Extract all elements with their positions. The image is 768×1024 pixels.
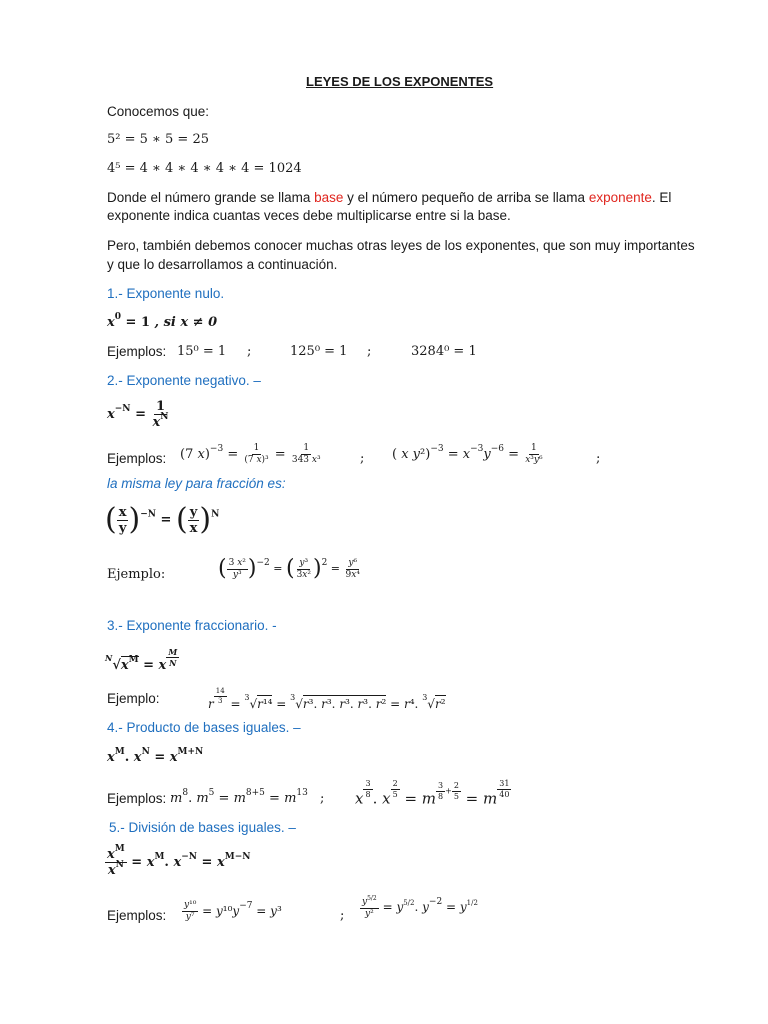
intro-paragraph-1: [107, 189, 671, 207]
separator: ;: [596, 451, 601, 466]
text-span: Donde el número grande se llama: [107, 190, 315, 205]
example-product-1: $m^8$. $m^5 = m^{8+5} = m^{13}$: [170, 788, 308, 806]
intro-line: Conocemos que:: [107, 104, 210, 119]
text-span: . El: [651, 190, 672, 205]
example-product-2: x $\frac{3}{8}$ . x $\frac{2}{5}$ = m $\frac{3}{8}$ + $\frac{2}{5}$ = m $\frac{31}{40}$: [355, 779, 510, 808]
example-negative-2: ( x $y^2)^{-3} = x^{-3}y^{-6}$ = $\frac{1}{\text{x³y⁶}}$: [392, 443, 543, 465]
fraction-law-note: la misma ley para fracción es:: [107, 476, 286, 491]
page-title: LEYES DE LOS EXPONENTES: [306, 74, 494, 89]
rule-condition: , si x ≠ 0: [154, 315, 218, 330]
section-5-examples-label: Ejemplos:: [107, 908, 167, 923]
example-division-1: $\frac{\text{y¹⁰}}{\text{y⁷}}$ = $y^{10}y^{-7} = y^3$: [184, 900, 282, 922]
exponent-term: exponente: [588, 190, 652, 205]
example-15: 15⁰ = 1: [177, 344, 227, 359]
section-1-examples-label: Ejemplos:: [107, 344, 167, 359]
example-125: 125⁰ = 1: [290, 344, 348, 359]
rule-negative-exponent: $x^{-N}$ = $\frac{1}{x^N}$: [107, 399, 169, 430]
section-2-heading: 2.- Exponente negativo. –: [107, 373, 261, 388]
example-negative-1: (7 x)$^{-3}$ = $\frac{1}{\text{(7 x)³}}$ = $\frac{1}{\text{343 x³}}$: [180, 443, 321, 465]
example-negative-fraction: ( $\frac{\text{3 x²}}{\text{y³}}$ )$^{-2}$ = ( $\frac{\text{y³}}{\text{3x²}}$ )$^2$ = $\frac{\text{y⁶}}{\text{9x⁴}}$: [218, 556, 360, 581]
section-3-example-label: Ejemplo:: [107, 691, 160, 706]
section-4-heading: 4.- Producto de bases iguales. –: [107, 720, 301, 735]
section-2-example-label: Ejemplo:: [107, 567, 166, 582]
intro-paragraph-2: Pero, también debemos conocer muchas otras leyes de los exponentes, que son muy importantes: [107, 238, 695, 253]
separator: ;: [247, 344, 252, 359]
text-span: y el número pequeño de arriba se llama: [343, 190, 589, 205]
rule-negative-fraction: ( $\frac{x}{y}$ )$^{-N}$ = ( $\frac{y}{x}$ )$^N$: [105, 502, 220, 537]
separator: ;: [367, 344, 372, 359]
rule-division-same-base: $\frac{x^M}{x^N}$ = $x^M$. $x^{-N} = x^{M-N}$: [107, 844, 251, 878]
rule-product-same-base: $x^M$. $x^N = x^{M+N}$: [107, 747, 204, 765]
separator: ;: [360, 451, 365, 466]
separator: ;: [320, 791, 325, 806]
example-division-2: $\frac{y^{5/2}}{\text{y²}}$ = $y^{5/2}$. $y^{-2} = y^{1/2}$: [362, 895, 478, 919]
base-term: base: [314, 190, 344, 205]
intro-example-2: 4⁵ = 4 ∗ 4 ∗ 4 ∗ 4 ∗ 4 = 1024: [107, 161, 302, 176]
section-1-heading: 1.- Exponente nulo.: [107, 286, 225, 301]
intro-example-1: 5² = 5 ∗ 5 = 25: [107, 132, 209, 147]
separator: ;: [340, 908, 345, 923]
example-3284: 3284⁰ = 1: [411, 344, 477, 359]
intro-paragraph-1-line2: exponente indica cuantas veces debe multiplicarse entre si la base.: [107, 208, 511, 223]
intro-paragraph-2-line2: y que lo desarrollamos a continuación.: [107, 257, 338, 272]
section-5-heading: 5.- División de bases iguales. –: [109, 820, 296, 835]
section-4-examples-label: Ejemplos:: [107, 791, 167, 806]
section-2-examples-label: Ejemplos:: [107, 451, 167, 466]
example-fractional: r $\frac{14}{3}$ = $^3$√r¹⁴ = $^3$√r³. r³. r³. r³. r² = r⁴. $^3$√r²: [208, 687, 446, 711]
section-3-heading: 3.- Exponente fraccionario. -: [107, 618, 277, 633]
rule-fractional-exponent: $^N√x^M = x$ $\frac{M}{N}$: [105, 647, 178, 673]
rule-zero-exponent: $x^0 = 1$ , si x ≠ 0: [107, 312, 218, 330]
